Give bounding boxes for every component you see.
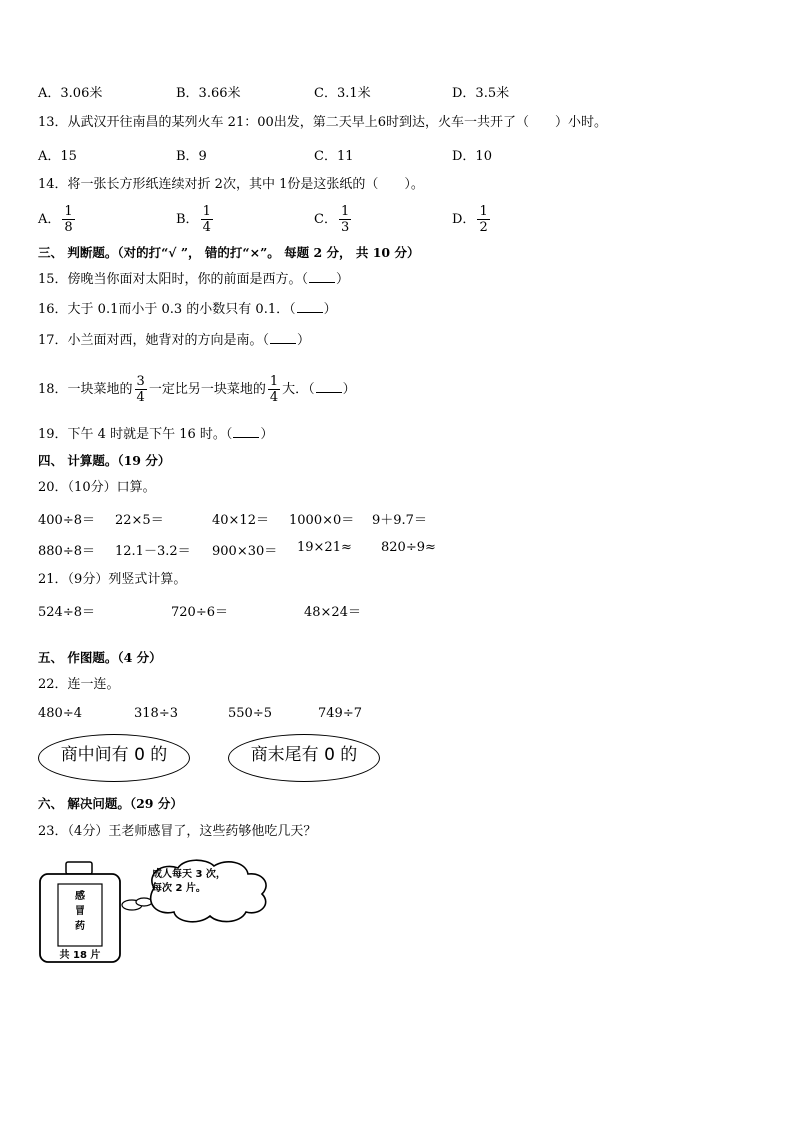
section-3-title: 三、 判断题。（对的打“√ ”， 错的打“×”。 每题 2 分， 共 10 分） <box>38 245 420 260</box>
answer-blank[interactable] <box>233 425 259 438</box>
q19: 19．下午 4 时就是下午 16 时。（ ） <box>38 427 274 442</box>
q12-option-b: B．3.66米 <box>176 86 241 101</box>
q13-text-after: ）小时。 <box>555 115 608 130</box>
q21-item: 720÷6＝ <box>171 605 228 620</box>
cloud-line-2: 每次 2 片。 <box>152 883 206 894</box>
q20-item: 40×12＝ <box>212 513 269 528</box>
q22-expression: 749÷7 <box>318 706 362 721</box>
answer-blank[interactable] <box>309 270 335 283</box>
q21-item: 48×24＝ <box>304 605 361 620</box>
q20-item: 880÷8＝ <box>38 544 95 559</box>
q20-item: 22×5＝ <box>115 513 164 528</box>
answer-blank[interactable] <box>316 380 342 393</box>
q14-option-b: B． $\frac{1}{4}$ <box>176 204 211 235</box>
section-5-title: 五、 作图题。（4 分） <box>38 650 162 665</box>
oval-quotient-middle-zero[interactable]: 商中间有 0 的 <box>38 734 190 782</box>
q22-expression: 318÷3 <box>134 706 178 721</box>
q22-title: 22．连一连。 <box>38 677 120 692</box>
bottle-cap <box>66 862 92 874</box>
q13-option-b: B．9 <box>176 149 207 164</box>
answer-blank[interactable] <box>297 300 323 313</box>
q14-option-c: C． $\frac{1}{3}$ <box>314 204 350 235</box>
q18: 18．一块菜地的 $\frac{3}{4}$ 一定比另一块菜地的 $\frac{1}{4}$ 大．（ ） <box>38 374 356 405</box>
section-4-title: 四、 计算题。（19 分） <box>38 453 171 468</box>
q20-item: 820÷9≈ <box>381 540 436 555</box>
fraction: $\frac{1}{8}$ <box>64 204 73 235</box>
fraction: $\frac{1}{3}$ <box>340 204 350 235</box>
q20-item: 12.1－3.2＝ <box>115 544 191 559</box>
fraction: $\frac{3}{4}$ <box>136 374 145 405</box>
q14-text: 14．将一张长方形纸连续对折 2次，其中 1份是这张纸的（ <box>38 177 379 192</box>
q12-option-a: A．3.06米 <box>38 86 103 101</box>
bottle-count: 共 18 片 <box>59 950 101 961</box>
q13-question <box>38 113 607 133</box>
q15: 15．傍晚当你面对太阳时，你的前面是西方。（ ） <box>38 272 350 287</box>
q20-item: 400÷8＝ <box>38 513 95 528</box>
q21-title: 21．（9分）列竖式计算。 <box>38 572 187 587</box>
q14-option-d: D． $\frac{1}{2}$ <box>452 204 488 235</box>
q20-item: 19×21≈ <box>297 540 352 555</box>
thought-bubble-tiny <box>136 898 152 906</box>
q20-item: 1000×0＝ <box>289 513 355 528</box>
q20-item: 900×30＝ <box>212 544 278 559</box>
fraction: $\frac{1}{4}$ <box>269 374 279 405</box>
fraction: $\frac{1}{2}$ <box>479 204 488 235</box>
q21-item: 524÷8＝ <box>38 605 95 620</box>
q14-question <box>38 175 424 195</box>
q13-text: 13．从武汉开往南昌的某列火车 21：00出发，第二天早上6时到达，火车一共开了（ <box>38 115 530 130</box>
q13-option-c: C．11 <box>314 149 354 164</box>
q14-option-a: A． $\frac{1}{8}$ <box>38 204 73 235</box>
section-6-title: 六、 解决问题。（29 分） <box>38 796 183 811</box>
q12-option-d: D．3.5米 <box>452 86 510 101</box>
answer-blank[interactable] <box>270 331 296 344</box>
q22-expression: 480÷4 <box>38 706 82 721</box>
q14-text-after: ）。 <box>404 177 424 192</box>
q13-option-d: D．10 <box>452 149 492 164</box>
q22-expression: 550÷5 <box>228 706 272 721</box>
cloud-line-1: 成人每天 3 次， <box>152 869 226 880</box>
bottle-label-text: 感 冒 药 <box>75 891 85 932</box>
q23-title: 23．（4分）王老师感冒了，这些药够他吃几天？ <box>38 824 317 839</box>
oval-quotient-end-zero[interactable]: 商末尾有 0 的 <box>228 734 380 782</box>
q20-item: 9＋9.7＝ <box>372 513 427 528</box>
q13-option-a: A．15 <box>38 149 77 164</box>
q12-option-c: C．3.1米 <box>314 86 371 101</box>
q20-title: 20．（10分）口算。 <box>38 480 156 495</box>
q17: 17．小兰面对西，她背对的方向是南。（ ） <box>38 333 311 348</box>
fraction: $\frac{1}{4}$ <box>202 204 211 235</box>
q16: 16．大于 0.1而小于 0.3 的小数只有 0.1．（ ） <box>38 302 337 317</box>
